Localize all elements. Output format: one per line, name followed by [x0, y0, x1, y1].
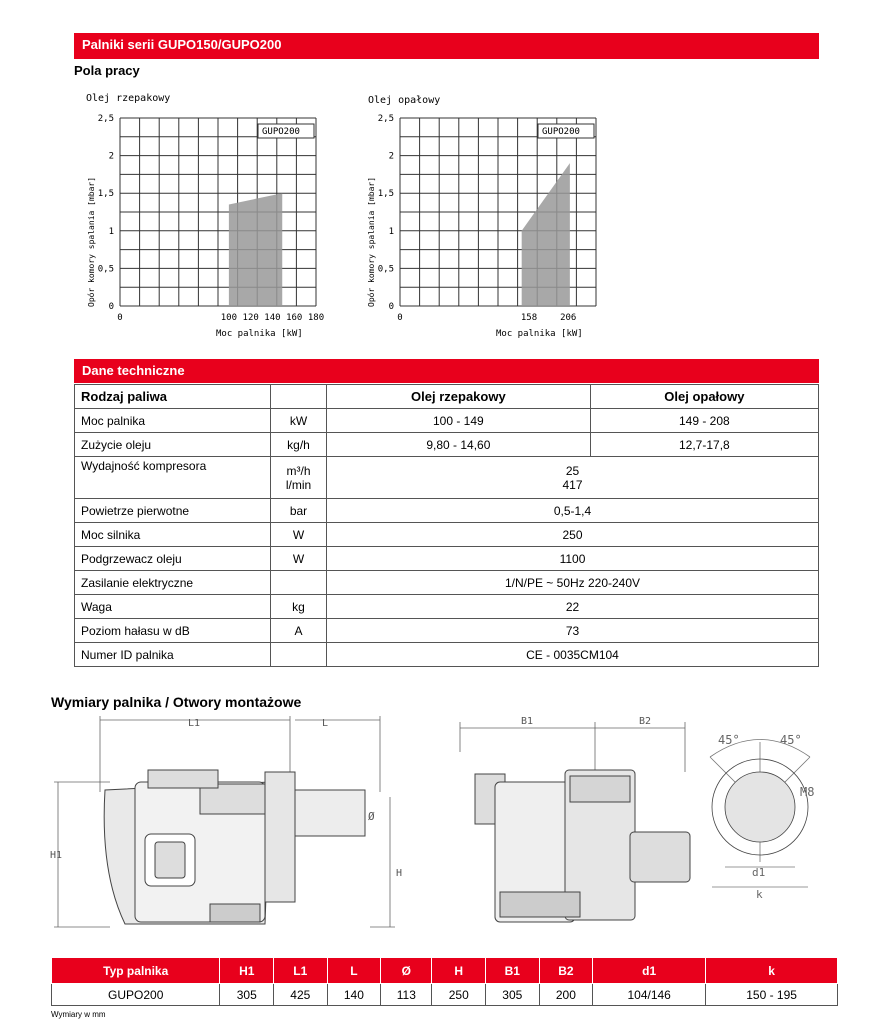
x-tick-label: 140 [264, 313, 281, 323]
row-name: Numer ID palnika [75, 643, 271, 667]
x-tick-label: 180 [307, 313, 325, 323]
row-value: 0,5-1,4 [327, 499, 819, 523]
unit-line: l/min [285, 477, 312, 492]
row-unit [271, 643, 327, 667]
dim-phi: Ø [368, 810, 375, 823]
row-unit [271, 457, 327, 499]
x-tick-label: 160 [286, 313, 303, 323]
mounting-holes-drawing [700, 712, 840, 912]
section-subtitle: Pola pracy [74, 63, 140, 78]
x-tick-label: 0 [397, 313, 403, 323]
y-tick-label: 0,5 [97, 264, 114, 275]
dim-d1: d1 [752, 866, 766, 879]
col-header: B1 [486, 958, 540, 984]
cell: 305 [486, 984, 540, 1006]
row-value: 12,7-17,8 [590, 433, 818, 457]
table-row [75, 385, 819, 409]
chart-olej-opalowy [360, 108, 610, 340]
x-axis-label: Moc palnika [kW] [496, 329, 583, 339]
y-tick-label: 0 [388, 302, 394, 312]
table-row [75, 643, 819, 667]
chart2-title: Olej opałowy [368, 95, 441, 106]
x-axis-label: Moc palnika [kW] [216, 329, 303, 339]
col-header: L [327, 958, 381, 984]
col-header: B2 [539, 958, 593, 984]
row-value: 73 [327, 619, 819, 643]
x-tick-label: 206 [560, 313, 577, 323]
row-value [327, 457, 819, 499]
table-row [75, 619, 819, 643]
chart-olej-rzepakowy [80, 108, 330, 340]
cell: 104/146 [593, 984, 706, 1006]
row-name: Powietrze pierwotne [75, 499, 271, 523]
col-header: Ø [381, 958, 432, 984]
dim-H: H [396, 868, 403, 879]
y-tick-label: 0,5 [377, 264, 394, 275]
cell: 150 - 195 [706, 984, 838, 1006]
y-tick-label: 1 [108, 226, 114, 237]
y-axis-label: Opór komory spalania [mbar] [367, 176, 376, 307]
row-name: Wydajność kompresora [75, 457, 271, 499]
y-axis-label: Opór komory spalania [mbar] [87, 176, 96, 307]
row-value: 1100 [327, 547, 819, 571]
y-tick-label: 1,5 [377, 189, 394, 200]
cell: 250 [432, 984, 486, 1006]
tech-section-title: Dane techniczne [74, 359, 819, 383]
table-row [75, 595, 819, 619]
table-row [75, 409, 819, 433]
cell: 200 [539, 984, 593, 1006]
head-unit [271, 385, 327, 409]
y-tick-label: 2,5 [377, 114, 394, 124]
row-name: Zużycie oleju [75, 433, 271, 457]
dim-L: L [322, 718, 329, 729]
box-label: GUPO200 [262, 127, 300, 137]
y-tick-label: 2,5 [97, 114, 114, 124]
row-value: 22 [327, 595, 819, 619]
value-line: 25 [565, 463, 580, 478]
dim-H1: H1 [50, 850, 63, 861]
y-tick-label: 2 [108, 151, 114, 162]
col-header: L1 [274, 958, 328, 984]
row-unit: W [271, 547, 327, 571]
y-tick-label: 1,5 [97, 189, 114, 200]
dim-B1: B1 [521, 716, 534, 727]
row-value: 149 - 208 [590, 409, 818, 433]
y-tick-label: 0 [108, 302, 114, 312]
working-area [229, 193, 282, 306]
row-unit: kW [271, 409, 327, 433]
table-row [75, 499, 819, 523]
x-tick-label: 120 [242, 313, 259, 323]
row-unit [271, 571, 327, 595]
row-name: Moc silnika [75, 523, 271, 547]
dim-B2: B2 [639, 716, 652, 727]
angle-label-1: 45° [718, 733, 740, 747]
box-label: GUPO200 [542, 127, 580, 137]
table-row [75, 523, 819, 547]
unit-line: m³/h [286, 463, 311, 478]
page-title: Palniki serii GUPO150/GUPO200 [74, 33, 819, 59]
row-unit: W [271, 523, 327, 547]
working-area [522, 163, 570, 306]
cell: 305 [220, 984, 274, 1006]
value-line: 417 [562, 477, 583, 492]
cell: GUPO200 [52, 984, 220, 1006]
row-name: Moc palnika [75, 409, 271, 433]
row-unit: bar [271, 499, 327, 523]
row-unit: A [271, 619, 327, 643]
cell: 140 [327, 984, 381, 1006]
x-tick-label: 100 [220, 313, 238, 323]
table-row [75, 433, 819, 457]
tech-table [74, 384, 819, 667]
row-unit: kg/h [271, 433, 327, 457]
table-row [75, 547, 819, 571]
head-col2: Olej opałowy [590, 385, 818, 409]
row-name: Podgrzewacz oleju [75, 547, 271, 571]
row-unit: kg [271, 595, 327, 619]
units-note: Wymiary w mm [51, 1010, 106, 1019]
row-name: Poziom hałasu w dB [75, 619, 271, 643]
table-header-row [52, 958, 838, 984]
y-tick-label: 2 [388, 151, 394, 162]
col-header: Typ palnika [52, 958, 220, 984]
dimensions-title: Wymiary palnika / Otwory montażowe [51, 694, 302, 710]
burner-front-view-drawing [455, 712, 705, 952]
dim-L1: L1 [188, 718, 201, 729]
head-col1: Olej rzepakowy [327, 385, 591, 409]
burner-side-view-drawing [50, 712, 450, 952]
cell: 113 [381, 984, 432, 1006]
table-row [75, 571, 819, 595]
dim-k: k [756, 888, 763, 901]
chart1-title: Olej rzepakowy [86, 93, 171, 104]
row-value: 100 - 149 [327, 409, 591, 433]
table-row [75, 457, 819, 499]
cell: 425 [274, 984, 328, 1006]
row-value: 9,80 - 14,60 [327, 433, 591, 457]
row-name: Waga [75, 595, 271, 619]
row-name: Zasilanie elektryczne [75, 571, 271, 595]
table-row [52, 984, 838, 1006]
head-fuel: Rodzaj paliwa [75, 385, 271, 409]
x-tick-label: 158 [520, 313, 538, 323]
col-header: d1 [593, 958, 706, 984]
col-header: H [432, 958, 486, 984]
x-tick-label: 0 [117, 313, 123, 323]
col-header: H1 [220, 958, 274, 984]
bolt-label: M8 [800, 785, 815, 799]
col-header: k [706, 958, 838, 984]
dimensions-table [51, 957, 838, 1006]
row-value: 250 [327, 523, 819, 547]
angle-label-2: 45° [780, 733, 802, 747]
row-value: CE - 0035CM104 [327, 643, 819, 667]
y-tick-label: 1 [388, 226, 394, 237]
row-value: 1/N/PE ~ 50Hz 220-240V [327, 571, 819, 595]
